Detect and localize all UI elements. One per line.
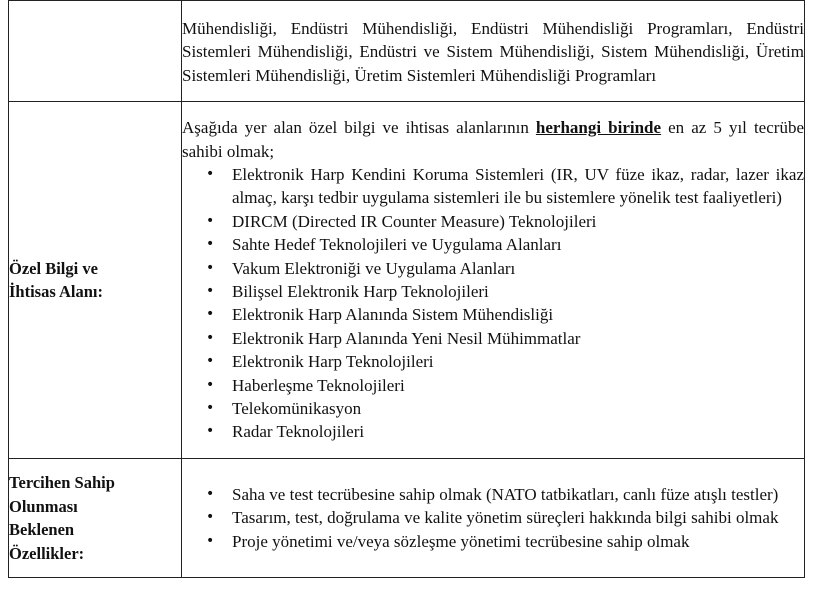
list-item: • Saha ve test tecrübesine sahip olmak (NATO tatbikatları, canlı füze atışlı testler) bbox=[182, 483, 804, 506]
row-label-preferred bbox=[9, 459, 182, 578]
intro-text-end: en az 5 yıl tecrübe sahibi olmak; bbox=[182, 118, 804, 161]
education-programs-text bbox=[182, 1, 805, 102]
bullet-icon: • bbox=[206, 259, 215, 276]
list-item: • Elektronik Harp Teknolojileri bbox=[182, 350, 804, 373]
bullet-icon: • bbox=[206, 485, 215, 502]
list-item: • Radar Teknolojileri bbox=[182, 420, 804, 443]
bullet-icon: • bbox=[206, 306, 215, 323]
row-label-expertise bbox=[9, 102, 182, 459]
expertise-list bbox=[182, 163, 804, 444]
label-line: Özel Bilgi ve bbox=[9, 258, 98, 278]
table-row-expertise bbox=[9, 102, 805, 459]
bullet-icon: • bbox=[206, 400, 215, 417]
label-line: Beklenen bbox=[9, 520, 75, 539]
label-line: Tercihen Sahip bbox=[9, 473, 115, 492]
bullet-icon: • bbox=[206, 532, 215, 549]
list-item: • Haberleşme Teknolojileri bbox=[182, 374, 804, 397]
expertise-content bbox=[182, 102, 805, 459]
bullet-icon: • bbox=[206, 212, 215, 229]
list-item: • Sahte Hedef Teknolojileri ve Uygulama Alanları bbox=[182, 233, 804, 256]
bullet-icon: • bbox=[206, 236, 215, 253]
bullet-icon: • bbox=[206, 376, 215, 393]
bullet-icon: • bbox=[206, 165, 215, 182]
list-item: • Telekomünikasyon bbox=[182, 397, 804, 420]
bullet-icon: • bbox=[206, 353, 215, 370]
requirements-table bbox=[8, 0, 805, 578]
label-line: Olunması bbox=[9, 496, 78, 516]
bullet-icon: • bbox=[206, 509, 215, 526]
list-item: • Bilişsel Elektronik Harp Teknolojileri bbox=[182, 280, 804, 303]
education-programs-paragraph: Mühendisliği, Endüstri Mühendisliği, Endüstri Mühendisliği Programları, Endüstri Sistemleri Mühendisliği, Endüstri ve Sistem Mühendisliği, Sistem Mühendisliği, Üretim Sistemleri Mühendisliği, Üretim Sistemleri Mühendisliği Programları bbox=[182, 18, 804, 85]
bullet-icon: • bbox=[206, 423, 215, 440]
table-row-preferred bbox=[9, 459, 805, 578]
intro-text: Aşağıda yer alan özel bilgi ve ihtisas alanlarının bbox=[182, 118, 536, 138]
list-item: • DIRCM (Directed IR Counter Measure) Teknolojileri bbox=[182, 210, 804, 233]
list-item: • Elektronik Harp Kendini Koruma Sistemleri (IR, UV füze ikaz, radar, lazer ikaz almaç, karşı tedbir uygulama sistemleri ile bu sistemlere yönelik test faaliyetleri) bbox=[206, 164, 804, 208]
table-row-education bbox=[9, 1, 805, 102]
expertise-intro bbox=[182, 116, 804, 163]
list-item: • Vakum Elektroniği ve Uygulama Alanları bbox=[182, 257, 804, 280]
preferred-content bbox=[182, 459, 805, 578]
list-item: • Proje yönetimi ve/veya sözleşme yönetimi tecrübesine sahip olmak bbox=[182, 530, 804, 553]
row-label-empty bbox=[9, 1, 182, 102]
intro-emphasis: herhangi birinde bbox=[535, 118, 662, 138]
bullet-icon: • bbox=[206, 329, 215, 346]
label-line: İhtisas Alanı: bbox=[9, 282, 103, 301]
bullet-icon: • bbox=[206, 283, 215, 299]
label-line: Özellikler: bbox=[9, 543, 85, 563]
list-item: • Tasarım, test, doğrulama ve kalite yönetim süreçleri hakkında bilgi sahibi olmak bbox=[182, 506, 804, 529]
list-item: • Elektronik Harp Alanında Yeni Nesil Mühimmatlar bbox=[182, 327, 804, 350]
preferred-list bbox=[182, 483, 804, 553]
list-item: • Elektronik Harp Alanında Sistem Mühendisliği bbox=[182, 303, 804, 326]
